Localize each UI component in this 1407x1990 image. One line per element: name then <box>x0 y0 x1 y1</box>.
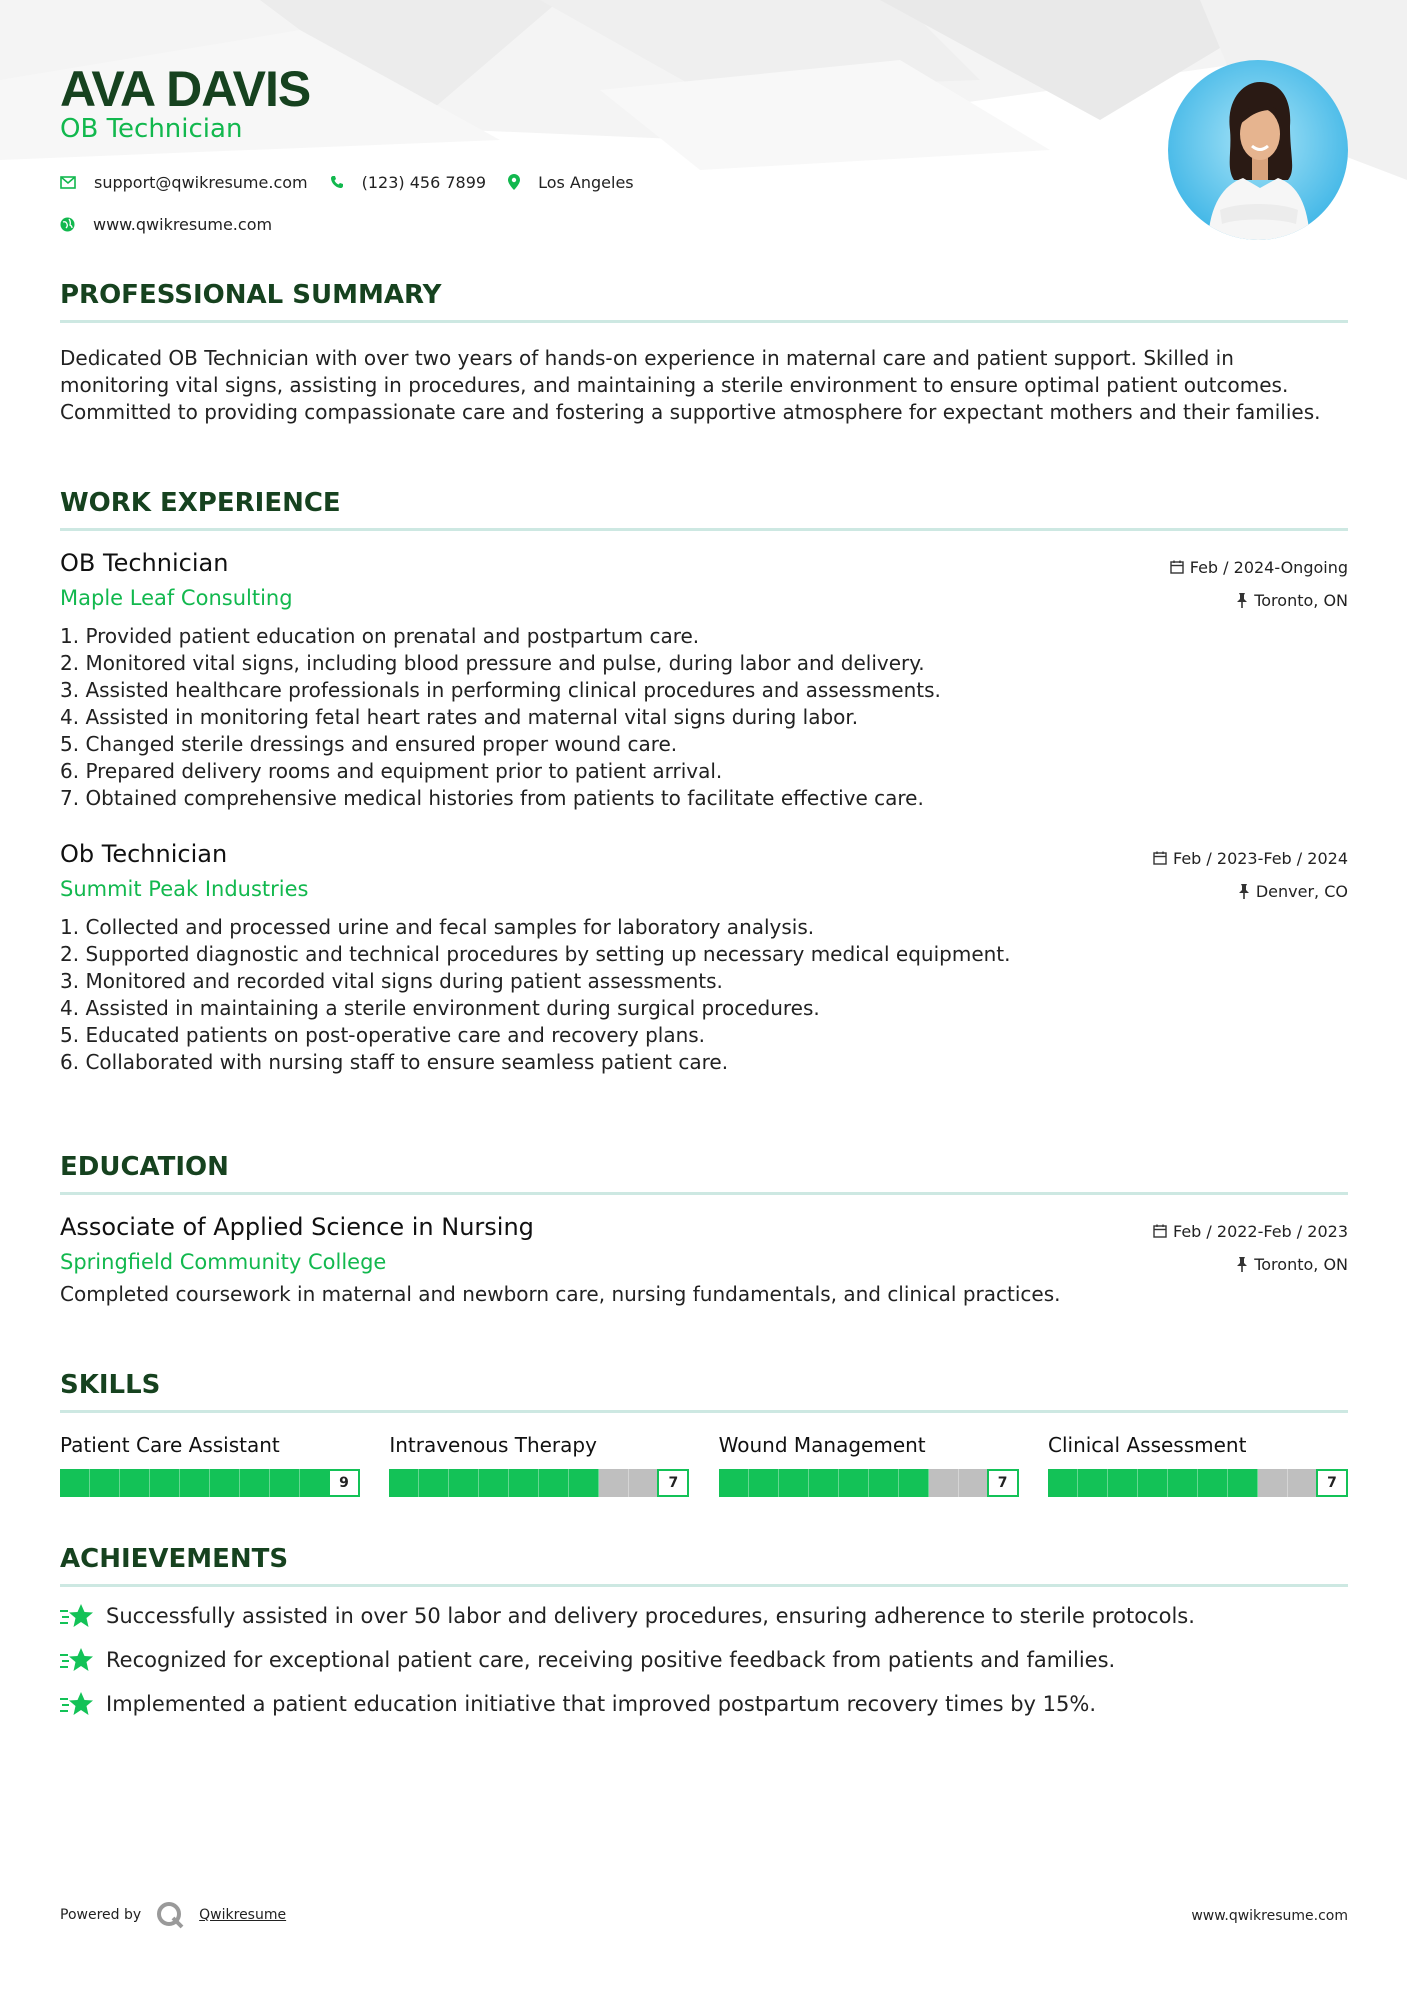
skill-name: Intravenous Therapy <box>389 1433 597 1457</box>
education-heading: EDUCATION <box>60 1152 229 1182</box>
school-name: Springfield Community College <box>60 1250 387 1274</box>
skill-level-segment <box>929 1469 959 1497</box>
contact-info <box>60 170 1160 236</box>
powered-by-label: Powered by <box>60 1907 142 1923</box>
list-item: 3. Assisted healthcare professionals in performing clinical procedures and assessments. <box>60 678 941 702</box>
page-footer <box>60 1900 1348 1930</box>
map-pin-icon <box>508 174 520 190</box>
list-item: 4. Assisted in maintaining a sterile environment during surgical procedures. <box>60 996 820 1020</box>
skill-level-bar <box>719 1469 1019 1497</box>
profile-photo <box>1168 60 1348 240</box>
skill-level-segment <box>1258 1469 1288 1497</box>
list-item: 4. Assisted in monitoring fetal heart rates and maternal vital signs during labor. <box>60 705 859 729</box>
skill-level-segment <box>90 1469 120 1497</box>
skill-level-segment <box>569 1469 599 1497</box>
skill-level-segment <box>1228 1469 1258 1497</box>
job-title: OB Technician <box>60 549 229 577</box>
job-location: Denver, CO <box>1255 881 1348 901</box>
pin-icon <box>1236 593 1248 608</box>
skill-level-segment <box>1198 1469 1228 1497</box>
list-item <box>60 1645 1348 1675</box>
list-item <box>60 1689 1348 1719</box>
phone-icon <box>330 175 344 189</box>
achievements-list <box>60 1601 1348 1719</box>
achievement-text: Successfully assisted in over 50 labor and delivery procedures, ensuring adherence to sterile protocols. <box>106 1604 1195 1628</box>
list-item: 6. Prepared delivery rooms and equipment prior to patient arrival. <box>60 759 723 783</box>
skill-level-segment <box>1288 1469 1318 1497</box>
skill-level-bar <box>60 1469 360 1497</box>
summary-text: Dedicated OB Technician with over two years of hands-on experience in maternal care and patient support. Skilled in monitoring vital signs, assisting in procedures, and maintaining a sterile environment to ensure optimal patient outcomes. Committed to providing compassionate care and fostering a supportive atmosphere for expectant mothers and their families. <box>60 346 1321 424</box>
footer-website[interactable]: www.qwikresume.com <box>1191 1908 1348 1924</box>
skills-heading: SKILLS <box>60 1370 161 1400</box>
skill-level-segment <box>449 1469 479 1497</box>
education-section <box>60 1150 1348 1308</box>
skill-level-segment <box>180 1469 210 1497</box>
degree-title: Associate of Applied Science in Nursing <box>60 1213 534 1241</box>
job-title: Ob Technician <box>60 840 228 868</box>
job-bullets <box>60 914 1348 1076</box>
skill-level-segment <box>869 1469 899 1497</box>
skill-level-segment <box>419 1469 449 1497</box>
job-bullets <box>60 623 1348 812</box>
skill-name: Clinical Assessment <box>1047 1433 1247 1457</box>
job-location: Toronto, ON <box>1254 590 1348 610</box>
calendar-icon <box>1153 851 1167 865</box>
skill-level-segment <box>779 1469 809 1497</box>
skill-level-segment <box>899 1469 929 1497</box>
skill-level-value: 7 <box>657 1469 689 1497</box>
contact-phone[interactable] <box>330 173 486 192</box>
list-item: 5. Changed sterile dressings and ensured proper wound care. <box>60 732 678 756</box>
skill-level-segment <box>599 1469 629 1497</box>
skill-level-value: 7 <box>1316 1469 1348 1497</box>
list-item: 2. Supported diagnostic and technical procedures by setting up necessary medical equipment. <box>60 942 1011 966</box>
achievement-text: Implemented a patient education initiative that improved postpartum recovery times by 15%. <box>106 1692 1097 1716</box>
list-item <box>60 1601 1348 1631</box>
calendar-icon <box>1170 560 1184 574</box>
skill-level-segment <box>1078 1469 1108 1497</box>
website-text: www.qwikresume.com <box>93 214 273 234</box>
star-icon <box>60 1691 94 1717</box>
contact-location <box>508 173 634 192</box>
skills-section <box>60 1368 1348 1497</box>
skill-level-segment <box>270 1469 300 1497</box>
skill-item <box>1048 1431 1348 1497</box>
section-divider <box>60 528 1348 531</box>
achievements-section <box>60 1542 1348 1719</box>
skill-level-segment <box>839 1469 869 1497</box>
section-divider <box>60 1192 1348 1195</box>
skill-level-segment <box>1138 1469 1168 1497</box>
skill-level-value: 9 <box>328 1469 360 1497</box>
job-entry <box>60 547 1348 812</box>
contact-email[interactable] <box>60 173 308 192</box>
summary-section <box>60 278 1348 426</box>
qwikresume-link[interactable]: Qwikresume <box>199 1907 287 1923</box>
candidate-name: AVA DAVIS <box>60 61 311 117</box>
list-item: 1. Provided patient education on prenatal and postpartum care. <box>60 624 700 648</box>
list-item: 2. Monitored vital signs, including blood pressure and pulse, during labor and delivery. <box>60 651 925 675</box>
list-item: 5. Educated patients on post-operative care and recovery plans. <box>60 1023 706 1047</box>
skill-level-segment <box>509 1469 539 1497</box>
education-location: Toronto, ON <box>1254 1254 1348 1274</box>
envelope-icon <box>60 176 76 189</box>
location-text: Los Angeles <box>538 172 634 192</box>
qwikresume-logo-icon <box>155 1900 185 1930</box>
pin-icon <box>1236 1257 1248 1272</box>
achievements-heading: ACHIEVEMENTS <box>60 1544 289 1574</box>
section-divider <box>60 1584 1348 1587</box>
skill-level-segment <box>629 1469 659 1497</box>
skill-name: Patient Care Assistant <box>60 1433 280 1457</box>
achievement-text: Recognized for exceptional patient care, receiving positive feedback from patients and families. <box>106 1648 1116 1672</box>
list-item: 3. Monitored and recorded vital signs during patient assessments. <box>60 969 723 993</box>
education-meta <box>1153 1219 1348 1285</box>
job-company: Maple Leaf Consulting <box>60 586 293 610</box>
skill-item <box>389 1431 689 1497</box>
skill-level-segment <box>479 1469 509 1497</box>
skill-level-segment <box>719 1469 749 1497</box>
list-item: 7. Obtained comprehensive medical histories from patients to facilitate effective care. <box>60 786 924 810</box>
job-dates: Feb / 2024-Ongoing <box>1189 557 1348 577</box>
skill-level-segment <box>210 1469 240 1497</box>
skill-item <box>719 1431 1019 1497</box>
section-divider <box>60 1410 1348 1413</box>
skill-level-segment <box>1168 1469 1198 1497</box>
contact-website[interactable] <box>60 215 272 234</box>
skill-level-segment <box>809 1469 839 1497</box>
skills-list <box>60 1431 1348 1497</box>
candidate-role: OB Technician <box>60 114 243 144</box>
job-company: Summit Peak Industries <box>60 877 309 901</box>
job-dates: Feb / 2023-Feb / 2024 <box>1173 848 1348 868</box>
skill-level-value: 7 <box>987 1469 1019 1497</box>
job-meta <box>1153 846 1348 912</box>
experience-section <box>60 486 1348 1076</box>
skill-level-segment <box>120 1469 150 1497</box>
skill-name: Wound Management <box>718 1433 926 1457</box>
experience-heading: WORK EXPERIENCE <box>60 488 341 518</box>
skill-level-bar <box>389 1469 689 1497</box>
summary-heading: PROFESSIONAL SUMMARY <box>60 280 442 310</box>
section-divider <box>60 320 1348 323</box>
pin-icon <box>1238 884 1250 899</box>
phone-text: (123) 456 7899 <box>361 172 487 192</box>
email-text: support@qwikresume.com <box>94 172 308 192</box>
education-description: Completed coursework in maternal and newborn care, nursing fundamentals, and clinical practices. <box>60 1282 1061 1306</box>
skill-level-segment <box>1108 1469 1138 1497</box>
skill-level-bar <box>1048 1469 1348 1497</box>
list-item: 6. Collaborated with nursing staff to ensure seamless patient care. <box>60 1050 729 1074</box>
education-dates: Feb / 2022-Feb / 2023 <box>1173 1221 1348 1241</box>
list-item: 1. Collected and processed urine and fecal samples for laboratory analysis. <box>60 915 815 939</box>
skill-item <box>60 1431 360 1497</box>
resume-header <box>60 58 1160 254</box>
skill-level-segment <box>240 1469 270 1497</box>
skill-level-segment <box>959 1469 989 1497</box>
job-entry <box>60 838 1348 1076</box>
star-icon <box>60 1647 94 1673</box>
skill-level-segment <box>1048 1469 1078 1497</box>
skill-level-segment <box>749 1469 779 1497</box>
globe-icon <box>60 217 75 232</box>
education-entry <box>60 1211 1348 1308</box>
skill-level-segment <box>150 1469 180 1497</box>
star-icon <box>60 1603 94 1629</box>
skill-level-segment <box>60 1469 90 1497</box>
calendar-icon <box>1153 1224 1167 1238</box>
skill-level-segment <box>539 1469 569 1497</box>
skill-level-segment <box>300 1469 330 1497</box>
skill-level-segment <box>389 1469 419 1497</box>
job-meta <box>1170 555 1348 621</box>
